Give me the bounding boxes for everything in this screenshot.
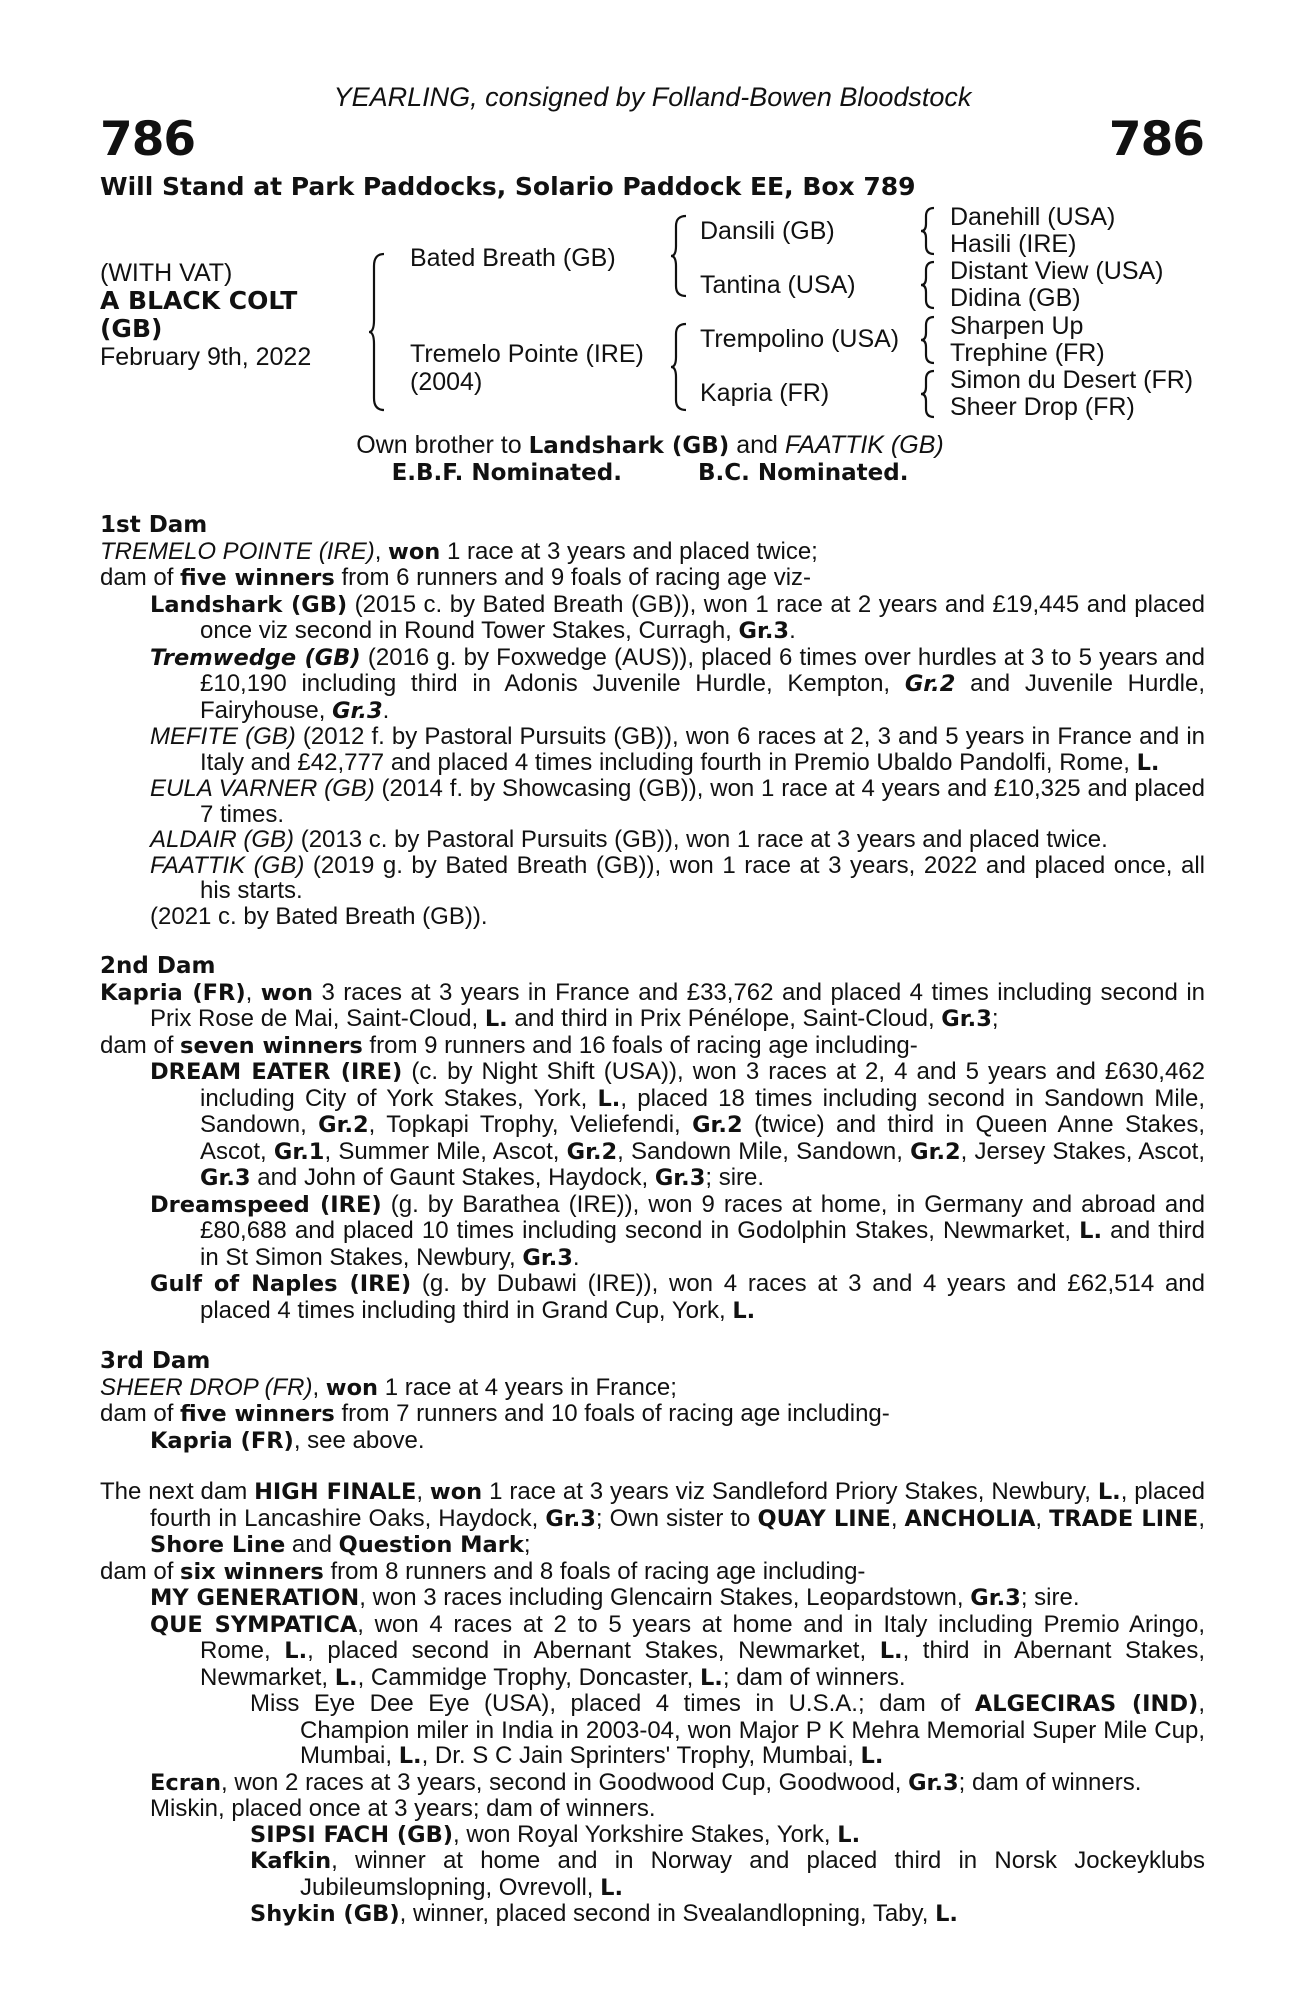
nominations-block <box>340 432 960 486</box>
second-dam-section <box>100 954 1205 1324</box>
nomination-line <box>340 459 960 486</box>
pedigree-g3-4: Didina (GB) <box>950 284 1081 312</box>
pedigree-brace-g2 <box>920 260 938 310</box>
progeny-entry: DREAM EATER (IRE) (c. by Night Shift (USA)), won 3 races at 2, 4 and 5 years and £630,462 including City of York Stakes, York, L., placed 18 times including second in Sandown Mile, Sandown, Gr.2, Topkapi Trophy, Veliefendi, Gr.2 (twice) and third in Queen Anne Stakes, Ascot, Gr.1, Summer Mile, Ascot, Gr.2, Sandown Mile, Sandown, Gr.2, Jersey Stakes, Ascot, Gr.3 and John of Gaunt Stakes, Haydock, Gr.3; sire. <box>150 1058 1206 1191</box>
dam-of-line: dam of seven winners from 9 runners and 16 foals of racing age including- <box>100 1031 918 1059</box>
progeny-entry: EULA VARNER (GB) (2014 f. by Showcasing (GB)), won 1 race at 4 years and £10,325 and placed 7 times. <box>150 775 1205 828</box>
pedigree-g3-7: Simon du Desert (FR) <box>950 366 1194 394</box>
horse-sex-colour: A BLACK COLT <box>100 286 298 315</box>
horse-country: (GB) <box>100 314 163 343</box>
pedigree-g3-8: Sheer Drop (FR) <box>950 393 1135 421</box>
catalogue-body <box>100 513 1205 1928</box>
dam-of-line: dam of five winners from 7 runners and 10 foals of racing age including- <box>100 1400 890 1427</box>
section-heading: 2nd Dam <box>100 953 216 979</box>
progeny-entry: Gulf of Naples (IRE) (g. by Dubawi (IRE)), won 4 races at 3 and 4 years and £62,514 and placed 4 times including third in Grand Cup, York, L. <box>150 1270 1205 1324</box>
progeny-entry: MY GENERATION, won 3 races including Glencairn Stakes, Leopardstown, Gr.3; sire. <box>150 1584 1080 1611</box>
progeny-entry: Shykin (GB), winner, placed second in Svealandlopning, Taby, L. <box>250 1900 958 1927</box>
third-dam-section <box>100 1349 1205 1454</box>
pedigree-dam-year: (2004) <box>410 368 483 396</box>
progeny-entry: Miskin, placed once at 3 years; dam of winners. <box>150 1795 656 1822</box>
pedigree-brace-g4 <box>920 369 938 419</box>
pedigree-sire: Bated Breath (GB) <box>410 244 616 272</box>
consignment-line: YEARLING, consigned by Folland-Bowen Bloodstock <box>333 82 972 112</box>
pedigree-brace-main <box>368 252 388 412</box>
pedigree-g3-5: Sharpen Up <box>950 312 1084 340</box>
progeny-entry: Landshark (GB) (2015 c. by Bated Breath (GB)), won 1 race at 2 years and £19,445 and placed once viz second in Round Tower Stakes, Curragh, Gr.3. <box>150 590 1205 644</box>
progeny-entry: QUE SYMPATICA, won 4 races at 2 to 5 years at home and in Italy including Premio Aringo, Rome, L., placed second in Abernant Stakes, Newmarket, L., third in Abernant Stakes, Newmarket, L., Cammidge Trophy, Doncaster, L.; dam of winners. <box>150 1610 1205 1691</box>
progeny-entry: (2021 c. by Bated Breath (GB)). <box>150 902 488 930</box>
foaling-date: February 9th, 2022 <box>100 343 312 371</box>
own-brother-line: Own brother to Landshark (GB) and FAATTIK (GB) <box>356 431 944 459</box>
section-heading: 1st Dam <box>100 512 208 538</box>
dam-summary: TREMELO POINTE (IRE), won 1 race at 3 years and placed twice; <box>100 537 818 565</box>
progeny-entry: FAATTIK (GB) (2019 g. by Bated Breath (GB)), won 1 race at 3 years, 2022 and placed once, all his starts. <box>150 851 1206 904</box>
stand-location: Will Stand at Park Paddocks, Solario Paddock EE, Box 789 <box>100 172 916 201</box>
progeny-entry: ALDAIR (GB) (2013 c. by Pastoral Pursuits (GB)), won 1 race at 3 years and placed twice. <box>150 826 1108 853</box>
dam-summary: The next dam HIGH FINALE, won 1 race at 3 years viz Sandleford Priory Stakes, Newbury, L., placed fourth in Lancashire Oaks, Haydock, Gr.3; Own sister to QUAY LINE, ANCHOLIA, TRADE LINE, Shore Line and Question Mark; <box>100 1478 1206 1558</box>
pedigree-dam-sire: Trempolino (USA) <box>700 325 900 353</box>
next-dam-section <box>100 1479 1205 1928</box>
section-heading: 3rd Dam <box>100 1348 211 1374</box>
pedigree-brace-dam <box>670 322 690 412</box>
progeny-entry: Ecran, won 2 races at 3 years, second in Goodwood Cup, Goodwood, Gr.3; dam of winners. <box>150 1768 1142 1796</box>
pedigree-dam: Tremelo Pointe (IRE) <box>410 340 644 368</box>
pedigree-g3-3: Distant View (USA) <box>950 257 1164 285</box>
lot-number-left: 786 <box>100 112 196 167</box>
vat-note: (WITH VAT) <box>100 259 233 287</box>
bc-nomination: B.C. Nominated. <box>697 460 909 486</box>
pedigree-sire-dam: Tantina (USA) <box>700 271 856 299</box>
progeny-entry: MEFITE (GB) (2012 f. by Pastoral Pursuits (GB)), won 6 races at 2, 3 and 5 years in France and in Italy and £42,777 and placed 4 times including fourth in Premio Ubaldo Pandolfi, Rome, L. <box>150 723 1206 776</box>
pedigree-sire-sire: Dansili (GB) <box>700 217 835 245</box>
pedigree-g3-6: Trephine (FR) <box>950 339 1105 367</box>
first-dam-section <box>100 513 1205 929</box>
progeny-entry: Kafkin, winner at home and in Norway and placed third in Norsk Jockeyklubs Jubileumslopning, Ovrevoll, L. <box>250 1847 1205 1901</box>
pedigree-dam-dam: Kapria (FR) <box>700 379 830 407</box>
lot-number-right: 786 <box>1108 112 1204 167</box>
progeny-entry: SIPSI FACH (GB), won Royal Yorkshire Stakes, York, L. <box>250 1820 861 1848</box>
pedigree-brace-sire <box>670 214 690 298</box>
progeny-entry: Kapria (FR), see above. <box>150 1426 425 1454</box>
pedigree-brace-g3 <box>920 315 938 365</box>
dam-of-line: dam of six winners from 8 runners and 8 foals of racing age including- <box>100 1557 866 1585</box>
dam-of-line: dam of five winners from 6 runners and 9 foals of racing age viz- <box>100 564 812 591</box>
dam-summary: Kapria (FR), won 3 races at 3 years in France and £33,762 and placed 4 times including second in Prix Rose de Mai, Saint-Cloud, L. and third in Prix Pénélope, Saint-Cloud, Gr.3; <box>100 978 1206 1032</box>
progeny-entry: Tremwedge (GB) (2016 g. by Foxwedge (AUS)), placed 6 times over hurdles at 3 to 5 years and £10,190 including third in Adonis Juvenile Hurdle, Kempton, Gr.2 and Juvenile Hurdle, Fairyhouse, Gr.3. <box>150 643 1206 724</box>
ebf-nomination: E.B.F. Nominated. <box>391 460 622 486</box>
horse-description <box>100 259 311 371</box>
progeny-entry: Miss Eye Dee Eye (USA), placed 4 times in U.S.A.; dam of ALGECIRAS (IND), Champion miler in India in 2003-04, won Major P K Mehra Memorial Super Mile Cup, Mumbai, L., Dr. S C Jain Sprinters' Trophy, Mumbai, L. <box>250 1690 1206 1769</box>
pedigree-g3-1: Danehill (USA) <box>950 203 1116 231</box>
pedigree-brace-g1 <box>920 206 938 256</box>
pedigree-g3-2: Hasili (IRE) <box>950 230 1077 258</box>
dam-summary: SHEER DROP (FR), won 1 race at 4 years in France; <box>100 1373 677 1401</box>
progeny-entry: Dreamspeed (IRE) (g. by Barathea (IRE)), won 9 races at home, in Germany and abroad and £80,688 and placed 10 times including second in Godolphin Stakes, Newmarket, L. and third in St Simon Stakes, Newbury, Gr.3. <box>150 1190 1205 1271</box>
